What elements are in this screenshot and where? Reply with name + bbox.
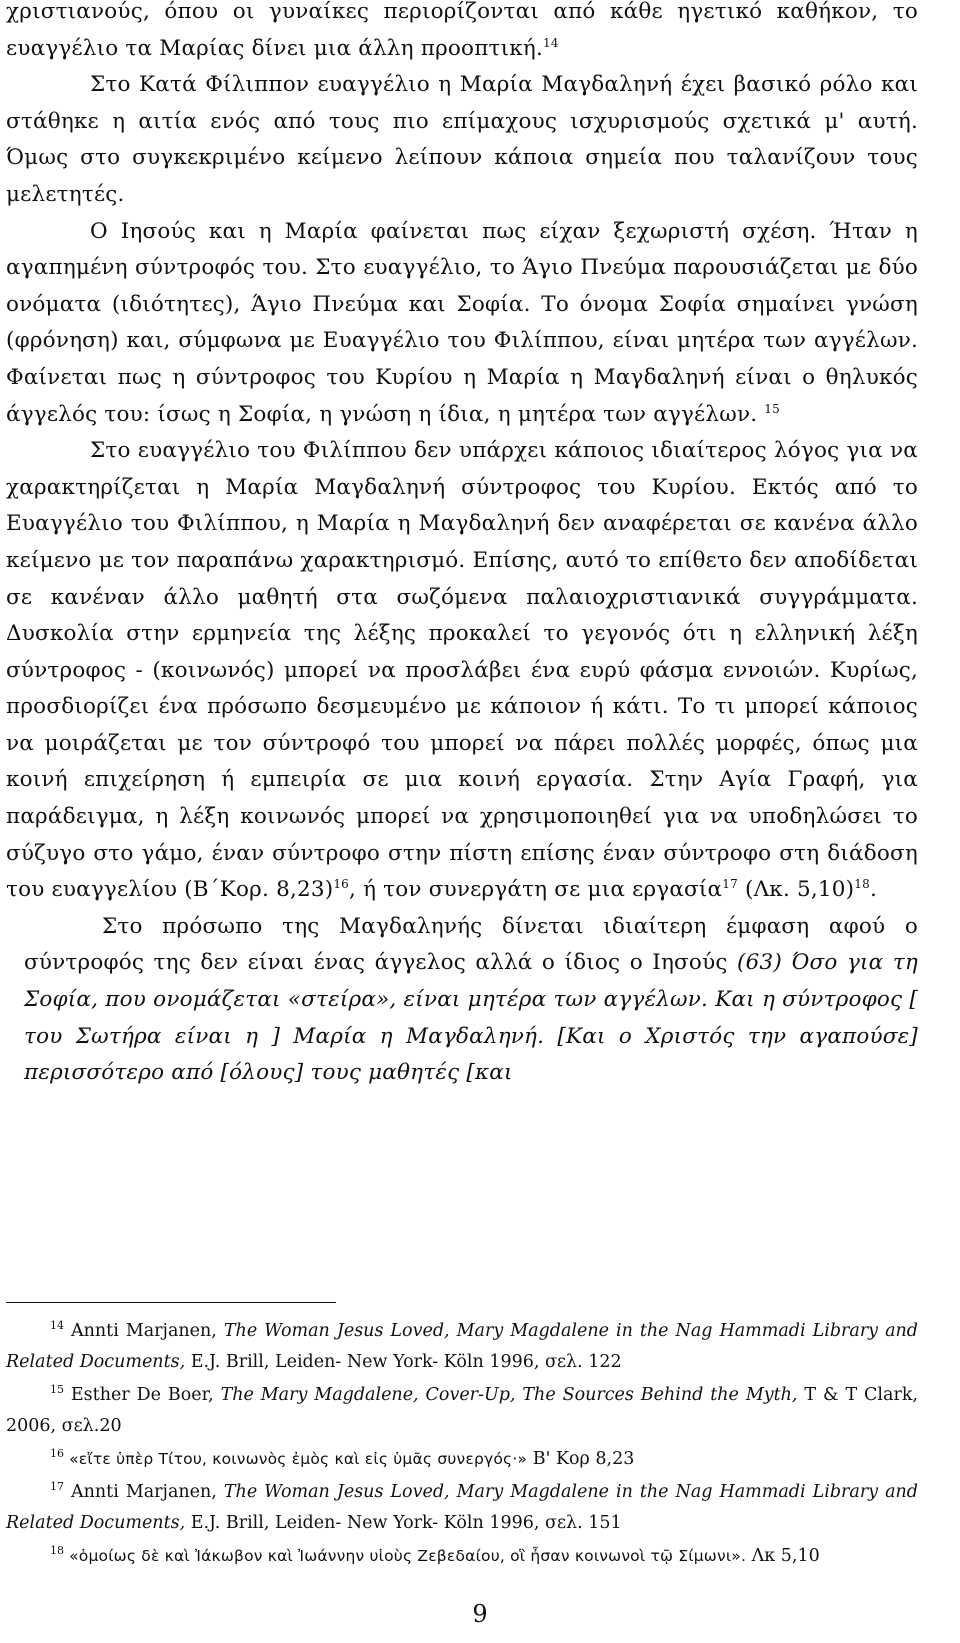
body-text — [6, 0, 918, 1092]
footnote-publication: T & T Clark, 2006, σελ.20 — [6, 1385, 918, 1436]
footnote-reference: Λκ 5,10 — [746, 1546, 820, 1566]
footnote-number: 14 — [50, 1319, 64, 1333]
footnote-title: The Woman Jesus Loved, Mary Magdalene in the Nag Hammadi Library and Related Documents, — [6, 1321, 918, 1372]
footnote-ref[interactable]: 16 — [333, 877, 349, 892]
paragraph-text: Ο Ιησούς και η Μαρία φαίνεται πως είχαν ξεχωριστή σχέση. Ήταν η αγαπημένη σύντροφός του. Στο ευαγγέλιο, το Άγιο Πνεύμα παρουσιάζεται με δύο ονόματα (ιδιότητες), Άγιο Πνεύμα και Σοφία. Το όνομα Σοφία σημαίνει γνώση (φρόνηση) και, σύμφωνα με Ευαγγέλιο του Φιλίππου, είναι μητέρα των αγγέλων. Φαίνεται πως η σύντροφος του Κυρίου η Μαρία η Μαγδαληνή είναι ο θηλυκός άγγελός του: ίσως η Σοφία, η γνώση η ίδια, η μητέρα των αγγέλων. — [6, 218, 918, 427]
footnotes — [6, 1316, 918, 1574]
footnote-reference: Β' Κορ 8,23 — [527, 1449, 635, 1469]
paragraph — [6, 433, 918, 909]
paragraph-text: (Λκ. 5,10) — [737, 877, 855, 903]
paragraph — [6, 67, 918, 213]
footnote — [6, 1444, 918, 1475]
paragraph — [6, 909, 918, 1092]
page-number: 9 — [472, 1600, 488, 1628]
footnote-author: Esther De Boer, — [64, 1385, 221, 1405]
footnote-author: Annti Marjanen, — [64, 1482, 224, 1502]
footnote-ref[interactable]: 15 — [764, 401, 780, 416]
footnote-separator — [6, 1302, 336, 1303]
footnote — [6, 1380, 918, 1442]
footnote-ref[interactable]: 18 — [854, 877, 870, 892]
footnote-title: The Mary Magdalene, Cover-Up, The Sources Behind the Myth, — [220, 1385, 798, 1405]
paragraph-text: Στο πρόσωπο της Μαγδαληνής δίνεται ιδιαίτερη έμφαση αφού ο σύντροφός της δεν είναι ένας άγγελος αλλά ο ίδιος ο Ιησούς — [24, 913, 918, 976]
paragraph — [6, 214, 918, 434]
footnote-publication: E.J. Brill, Leiden- New York- Köln 1996, σελ. 151 — [185, 1513, 622, 1533]
footnote-ref[interactable]: 17 — [722, 877, 738, 892]
footnote-ref[interactable]: 14 — [543, 35, 559, 50]
paragraph-text: χριστιανούς, όπου οι γυναίκες περιορίζονται από κάθε ηγετικό καθήκον, το ευαγγέλιο τα Μαρίας δίνει μια άλλη προοπτική. — [6, 0, 918, 61]
footnote-title: The Woman Jesus Loved, Mary Magdalene in the Nag Hammadi Library and Related Documents, — [6, 1482, 918, 1533]
paragraph-text: Στο Κατά Φίλιππον ευαγγέλιο η Μαρία Μαγδαληνή έχει βασικό ρόλο και στάθηκε η αιτία ενός από τους πιο επίμαχους ισχυρισμούς σχετικά μ' αυτή. Όμως στο συγκεκριμένο κείμενο λείπουν κάποια σημεία που ταλανίζουν τους μελετητές. — [6, 72, 918, 207]
footnote — [6, 1541, 918, 1572]
footnote-quote: «ὁμοίως δὲ καὶ Ἰάκωβον καὶ Ἰωάννην υἱοὺς Ζεβεδαίου, οἳ ἦσαν κοινωνοὶ τῷ Σίμωνι». — [64, 1547, 747, 1565]
footnote — [6, 1477, 918, 1539]
paragraph — [6, 0, 918, 67]
paragraph-text: , ή τον συνεργάτη σε μια εργασία — [349, 877, 723, 903]
footnote-publication: E.J. Brill, Leiden- New York- Köln 1996, σελ. 122 — [185, 1352, 622, 1372]
footnote-quote: «εἴτε ὑπὲρ Τίτου, κοινωνὸς ἐμὸς καὶ εἰς ὑμᾶς συνεργός·» — [64, 1450, 528, 1468]
footnote-number: 16 — [50, 1447, 64, 1461]
paragraph-text: Στο ευαγγέλιο του Φιλίππου δεν υπάρχει κάποιος ιδιαίτερος λόγος για να χαρακτηρίζεται η Μαρία Μαγδαληνή σύντροφος του Κυρίου. Εκτός από το Ευαγγέλιο του Φιλίππου, η Μαρία η Μαγδαληνή δεν αναφέρεται σε κανένα άλλο κείμενο με τον παραπάνω χαρακτηρισμό. Επίσης, αυτό το επίθετο δεν αποδίδεται σε κανέναν άλλο μαθητή στα σωζόμενα παλαιοχριστιανικά συγγράμματα. Δυσκολία στην ερμηνεία της λέξης προκαλεί το γεγονός ότι η ελληνική λέξη σύντροφος - (κοινωνός) μπορεί να προσλάβει ένα ευρύ φάσμα εννοιών. Κυρίως, προσδιορίζει ένα πρόσωπο δεσμευμένο με κάποιον ή κάτι. Το τι μπορεί κάποιος να μοιράζεται με τον σύντροφό του μπορεί να πάρει πολλές μορφές, όπως μια κοινή επιχείρηση ή εμπειρία σε μια κοινή εργασία. Στην Αγία Γραφή, για παράδειγμα, η λέξη κοινωνός μπορεί να χρησιμοποιηθεί για να υποδηλώσει το σύζυγο στο γάμο, έναν σύντροφο στην πίστη επίσης έναν σύντροφο στη διάδοση του ευαγγελίου (Β΄Κορ. 8,23) — [6, 438, 918, 903]
footnote-author: Annti Marjanen, — [64, 1321, 224, 1341]
footnote-number: 17 — [50, 1480, 64, 1494]
footnote-number: 18 — [50, 1544, 64, 1558]
paragraph-text: . — [869, 877, 877, 903]
footnote — [6, 1316, 918, 1378]
gospel-quote: (63) Όσο για τη Σοφία, που ονομάζεται «στείρα», είναι μητέρα των αγγέλων. Και η σύντροφος [ του Σωτήρα είναι η ] Μαρία η Μαγδαληνή. [Και ο Χριστός την αγαπούσε] περισσότερο από [όλους] τους μαθητές [και — [24, 950, 918, 1086]
footnote-number: 15 — [50, 1383, 64, 1397]
